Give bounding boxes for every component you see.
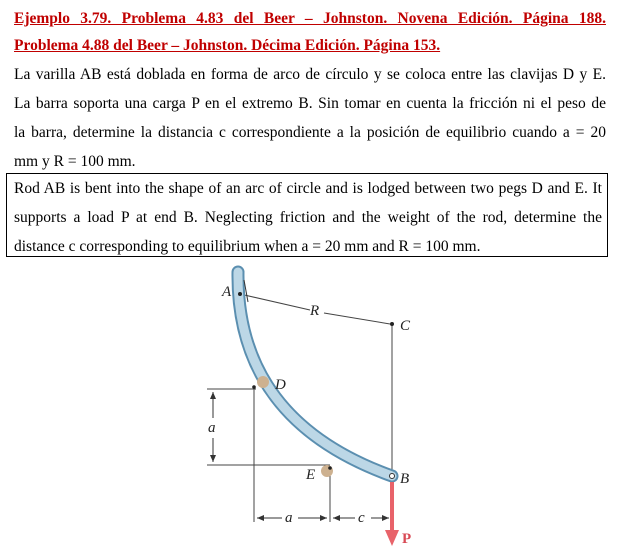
point-c — [390, 322, 394, 326]
radius-line — [240, 294, 310, 310]
label-c-point: C — [400, 318, 411, 334]
spanish-line-4: mm y R = 100 mm. — [14, 153, 136, 170]
spanish-line-1: La varilla AB está doblada en forma de arco de círculo y se coloca entre las clavijas D y E. — [14, 66, 606, 83]
label-r: R — [310, 303, 320, 319]
label-a-vertical: a — [208, 420, 216, 436]
label-c: c — [358, 510, 365, 526]
spanish-line-2: La barra soporta una carga P en el extremo B. Sin tomar en cuenta la fricción ni el peso de — [14, 95, 606, 112]
english-line-2: supports a load P at end B. Neglecting friction and the weight of the rod, determine the — [14, 209, 602, 226]
english-line-3: distance c corresponding to equilibrium when a = 20 mm and R = 100 mm. — [14, 238, 481, 255]
label-p: P — [402, 531, 412, 547]
point-d — [252, 385, 256, 389]
label-a-horizontal: a — [285, 510, 293, 526]
point-e — [328, 466, 332, 470]
label-d: D — [275, 377, 286, 393]
point-a — [238, 292, 242, 296]
label-e: E — [306, 467, 316, 483]
peg-d — [257, 376, 269, 388]
label-b: B — [400, 471, 410, 487]
radius-line-2 — [324, 313, 390, 324]
english-line-1: Rod AB is bent into the shape of an arc of circle and is lodged between two pegs D and E. It — [14, 180, 602, 197]
label-a: A — [222, 284, 232, 300]
heading-line-1: Ejemplo 3.79. Problema 4.83 del Beer – Johnston. Novena Edición. Página 188. — [14, 10, 606, 27]
load-p-arrow-head — [385, 530, 399, 546]
heading-line-2: Problema 4.88 del Beer – Johnston. Décima Edición. Página 153. — [14, 37, 441, 54]
point-b — [390, 474, 395, 479]
spanish-line-3: la barra, determine la distancia c correspondiente a la posición de equilibrio cuando a = 20 — [14, 124, 606, 141]
